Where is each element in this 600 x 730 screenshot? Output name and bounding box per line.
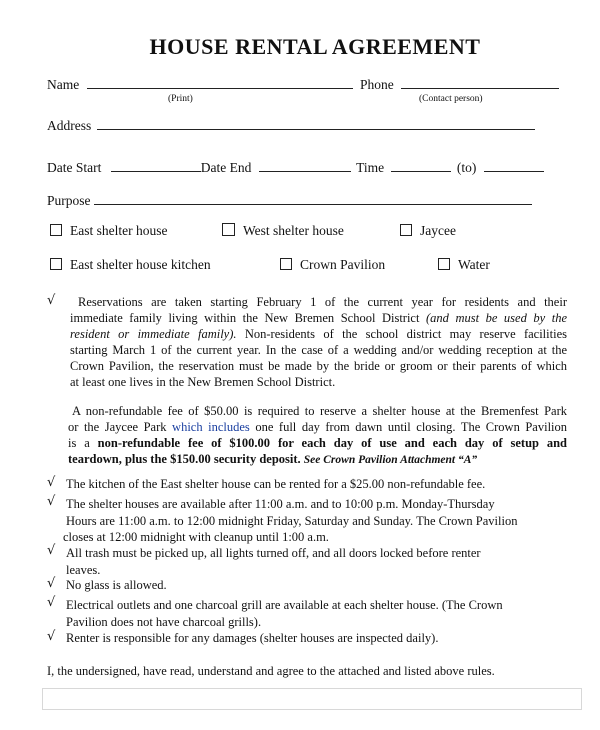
time-start-field[interactable] [391,160,451,172]
rule-line: All trash must be picked up, all lights turned off, and all doors locked before renter [66,546,481,560]
checkbox-icon[interactable] [438,258,450,270]
option-label: Water [458,257,490,272]
time-end-field[interactable] [484,160,544,172]
option-west-shelter[interactable] [222,223,344,239]
date-end-field[interactable] [259,160,351,172]
purpose-row [47,193,532,209]
text-run: or the Jaycee Park [68,420,167,434]
reservation-paragraph [70,294,567,390]
date-row [47,160,544,176]
checkbox-icon[interactable] [400,224,412,236]
option-east-shelter[interactable] [50,223,167,239]
closing-statement: I, the undersigned, have read, understand and agree to the attached and listed above rules. [47,664,495,678]
paragraph-line: Reservations are taken starting February 1 of the current year for residents and their [78,295,567,309]
text-run: is a [68,436,90,450]
checkbox-icon[interactable] [50,258,62,270]
option-label: Crown Pavilion [300,257,386,272]
rule-electrical [66,597,503,630]
italic-text: (and must be used by the [426,311,567,325]
checkbox-icon[interactable] [280,258,292,270]
option-label: East shelter house kitchen [70,257,211,272]
option-water[interactable] [438,257,490,273]
check-mark-icon: √ [47,629,56,644]
to-label: (to) [456,160,477,175]
date-start-field[interactable] [111,160,201,172]
print-note: (Print) [168,94,193,104]
paragraph-line [68,435,567,451]
rule-line: Hours are 11:00 a.m. to 12:00 midnight Friday, Saturday and Sunday. The Crown Pavilion [66,513,518,528]
date-start-label: Date Start [47,160,102,175]
time-label: Time [356,160,385,175]
rule-line: Pavilion does not have charcoal grills). [66,614,262,629]
rule-line: The shelter houses are available after 11:00 a.m. and to 10:00 p.m. Monday-Thursday [66,497,495,511]
checkbox-icon[interactable] [50,224,62,236]
phone-label: Phone [359,77,394,92]
rule-damages: Renter is responsible for any damages (shelter houses are inspected daily). [66,631,439,645]
checkbox-icon[interactable] [222,223,235,236]
paragraph-line: A non-refundable fee of $50.00 is required to reserve a shelter house at the Bremenfest Park [72,404,567,418]
rule-hours [63,496,518,546]
paragraph-line: resident or immediate family). Non-residents of the school district may reserve facilities [70,327,567,341]
rule-kitchen: The kitchen of the East shelter house can be rented for a $25.00 non-refundable fee. [66,477,486,491]
option-label: East shelter house [70,223,168,238]
check-mark-icon: √ [47,543,56,558]
name-field[interactable] [87,77,353,89]
paragraph-line: Crown Pavilion, the reservation must be made by the bride or groom or their parents of which [70,359,567,373]
contact-note: (Contact person) [419,94,483,104]
date-end-label: Date End [200,160,252,175]
bold-text: non-refundable fee of $100.00 for each day of use and each day of setup and [97,436,568,450]
option-label: Jaycee [420,223,456,238]
paragraph-line [68,451,567,468]
option-label: West shelter house [243,223,344,238]
rule-trash [66,545,481,578]
rule-glass: No glass is allowed. [66,578,167,592]
text-run: which includes [172,420,250,434]
address-field[interactable] [97,118,535,130]
rule-line: leaves. [66,562,101,577]
address-label: Address [47,118,92,133]
bold-text: teardown, plus the $150.00 security deposit. [68,452,301,466]
phone-field[interactable] [401,77,559,89]
purpose-label: Purpose [47,193,91,208]
text-run: one full day from dawn until closing. The Crown Pavilion [255,420,568,434]
rule-line: Electrical outlets and one charcoal grill are available at each shelter house. (The Crown [66,598,503,612]
purpose-field[interactable] [94,193,532,205]
check-mark-icon: √ [47,595,56,610]
address-row [47,118,535,134]
paragraph-line: immediate family living within the New Bremen School District (and must be used by the [70,311,567,325]
name-row [47,77,559,93]
name-label: Name [47,77,80,92]
attachment-note: See Crown Pavilion Attachment “A” [303,454,478,466]
check-mark-icon: √ [47,494,56,509]
fee-paragraph [68,403,567,468]
paragraph-line: starting March 1 of the current year. In the case of a wedding and/or wedding reception at the [70,343,567,357]
option-jaycee[interactable] [400,223,456,239]
document-title: HOUSE RENTAL AGREEMENT [149,34,481,59]
check-mark-icon: √ [47,576,56,591]
option-crown-pavilion[interactable] [280,257,385,273]
paragraph-line: at least one lives in the New Bremen School District. [70,375,336,389]
paragraph-line [68,419,567,435]
option-east-shelter-kitchen[interactable] [50,257,211,273]
rule-line: closes at 12:00 midnight with cleanup until 1:00 a.m. [63,530,329,544]
italic-text: resident or immediate family). [70,327,237,341]
check-mark-icon: √ [47,293,56,308]
check-mark-icon: √ [47,475,56,490]
signature-box[interactable] [42,688,582,710]
